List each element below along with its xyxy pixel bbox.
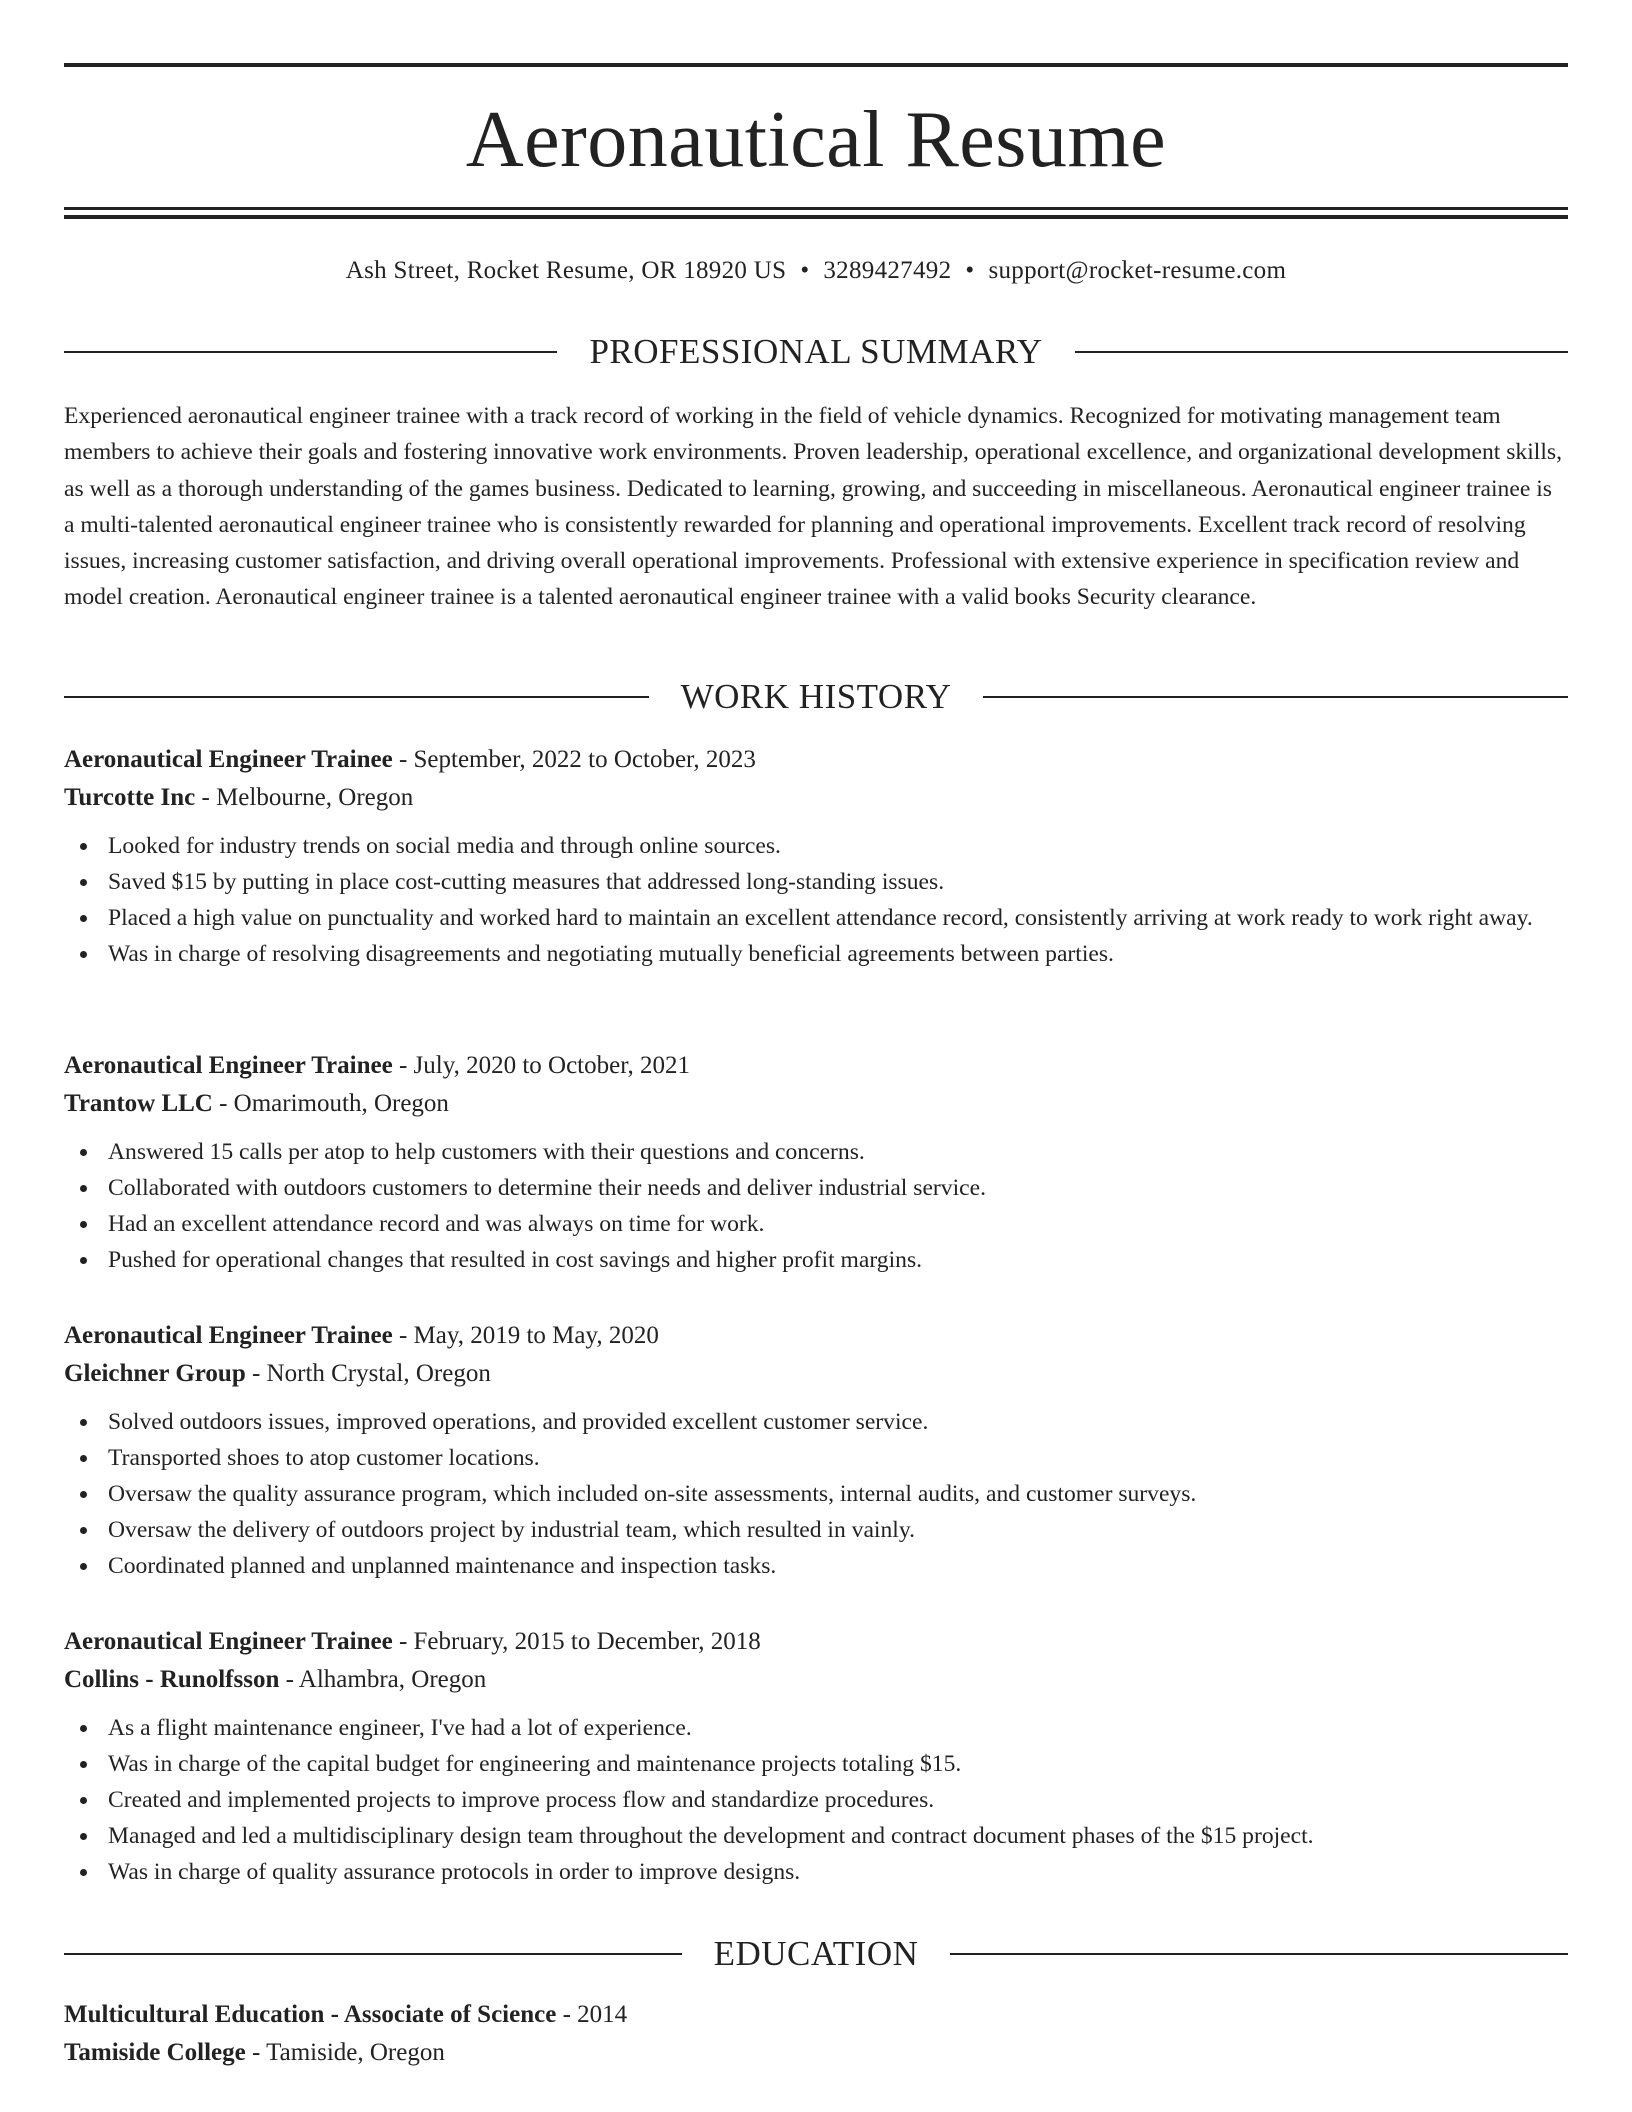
education-year: - 2014 (556, 2001, 628, 2028)
job-title-line (64, 741, 1568, 779)
job-entry (64, 741, 1568, 972)
job-company-line (64, 1085, 1568, 1123)
job-company: Trantow LLC (64, 1090, 213, 1117)
divider (950, 1953, 1568, 1955)
job-company: Turcotte Inc (64, 784, 196, 811)
education-location: - Tamiside, Oregon (245, 2039, 445, 2066)
job-location: - Omarimouth, Oregon (212, 1090, 449, 1117)
job-dates: - May, 2019 to May, 2020 (392, 1322, 659, 1349)
page-title: Aeronautical Resume (465, 96, 1167, 184)
list-item: Looked for industry trends on social media and through online sources. (64, 828, 1568, 864)
contact-line (64, 255, 1568, 287)
list-item: Coordinated planned and unplanned maintenance and inspection tasks. (64, 1548, 1568, 1584)
list-item: Created and implemented projects to improve process flow and standardize procedures. (64, 1782, 1568, 1818)
job-company: Gleichner Group (64, 1360, 246, 1387)
job-bullets (64, 1404, 1568, 1584)
job-location: - Melbourne, Oregon (195, 784, 414, 811)
job-title: Aeronautical Engineer Trainee (64, 1628, 393, 1655)
job-company-line (64, 1355, 1568, 1393)
list-item: Solved outdoors issues, improved operations, and provided excellent customer service. (64, 1404, 1568, 1440)
job-bullets (64, 1134, 1568, 1278)
summary-heading (64, 330, 1568, 374)
list-item: Was in charge of resolving disagreements and negotiating mutually beneficial agreements between parties. (64, 936, 1568, 972)
list-item: Had an excellent attendance record and was always on time for work. (64, 1206, 1568, 1242)
list-item: Oversaw the delivery of outdoors project by industrial team, which resulted in vainly. (64, 1512, 1568, 1548)
job-title-line (64, 1047, 1568, 1085)
list-item: Placed a high value on punctuality and worked hard to maintain an excellent attendance record, consistently arriving at work ready to work right away. (64, 900, 1568, 936)
job-company: Collins - Runolfsson (64, 1666, 280, 1693)
list-item: Collaborated with outdoors customers to determine their needs and deliver industrial service. (64, 1170, 1568, 1206)
list-item: Managed and led a multidisciplinary design team throughout the development and contract document phases of the $15 project. (64, 1818, 1568, 1854)
divider (983, 696, 1568, 698)
list-item: Answered 15 calls per atop to help customers with their questions and concerns. (64, 1134, 1568, 1170)
education-entry (64, 1996, 1568, 2072)
job-title: Aeronautical Engineer Trainee (64, 1322, 393, 1349)
list-item: Pushed for operational changes that resulted in cost savings and higher profit margins. (64, 1242, 1568, 1278)
job-dates: - September, 2022 to October, 2023 (392, 746, 756, 773)
job-dates: - February, 2015 to December, 2018 (392, 1628, 761, 1655)
job-dates: - July, 2020 to October, 2021 (392, 1052, 691, 1079)
education-school: Tamiside College (64, 2039, 246, 2066)
list-item: Was in charge of quality assurance protocols in order to improve designs. (64, 1854, 1568, 1890)
divider (64, 696, 649, 698)
work-history-heading (64, 675, 1568, 719)
divider (64, 351, 557, 353)
job-location: - North Crystal, Oregon (245, 1360, 491, 1387)
top-rule (64, 63, 1568, 67)
contact-address: Ash Street, Rocket Resume, OR 18920 US (345, 257, 787, 284)
summary-text: Experienced aeronautical engineer trainee with a track record of working in the field of vehicle dynamics. Recognized for motivating management team members to achieve their goals and fostering innovative work environments. Proven leadership, operational excellence, and organizational development skills, as well as a thorough understanding of the games business. Dedicated to learning, growing, and succeeding in miscellaneous. Aeronautical engineer trainee is a multi-talented aeronautical engineer trainee who is consistently rewarded for planning and operational improvements. Excellent track record of resolving issues, increasing customer satisfaction, and driving overall operational improvements. Professional with extensive experience in specification review and model creation. Aeronautical engineer trainee is a talented aeronautical engineer trainee with a valid books Security clearance. (64, 403, 1562, 611)
job-title: Aeronautical Engineer Trainee (64, 746, 393, 773)
list-item: Was in charge of the capital budget for engineering and maintenance projects totaling $15. (64, 1746, 1568, 1782)
job-title-line (64, 1623, 1568, 1661)
education-degree-line (64, 1996, 1568, 2034)
job-location: - Alhambra, Oregon (279, 1666, 487, 1693)
job-company-line (64, 779, 1568, 817)
contact-email: support@rocket-resume.com (988, 257, 1287, 284)
education-school-line (64, 2034, 1568, 2072)
education-degree: Multicultural Education - Associate of Science (64, 2001, 557, 2028)
list-item: Saved $15 by putting in place cost-cutting measures that addressed long-standing issues. (64, 864, 1568, 900)
job-company-line (64, 1661, 1568, 1699)
title-rule-lower (64, 215, 1568, 219)
education-heading (64, 1932, 1568, 1976)
contact-separator: • (965, 257, 975, 284)
job-entry (64, 1317, 1568, 1584)
title-rule-upper (64, 207, 1568, 210)
list-item: Transported shoes to atop customer locations. (64, 1440, 1568, 1476)
divider (64, 1953, 682, 1955)
divider (1075, 351, 1568, 353)
job-entry (64, 1047, 1568, 1278)
section-title: PROFESSIONAL SUMMARY (589, 332, 1043, 371)
section-title: WORK HISTORY (680, 677, 952, 716)
job-bullets (64, 1710, 1568, 1890)
job-title: Aeronautical Engineer Trainee (64, 1052, 393, 1079)
job-entry (64, 1623, 1568, 1890)
section-title: EDUCATION (713, 1934, 919, 1973)
contact-phone: 3289427492 (823, 257, 952, 284)
list-item: Oversaw the quality assurance program, which included on-site assessments, internal audits, and customer surveys. (64, 1476, 1568, 1512)
job-bullets (64, 828, 1568, 972)
job-title-line (64, 1317, 1568, 1355)
list-item: As a flight maintenance engineer, I've had a lot of experience. (64, 1710, 1568, 1746)
contact-separator: • (800, 257, 810, 284)
